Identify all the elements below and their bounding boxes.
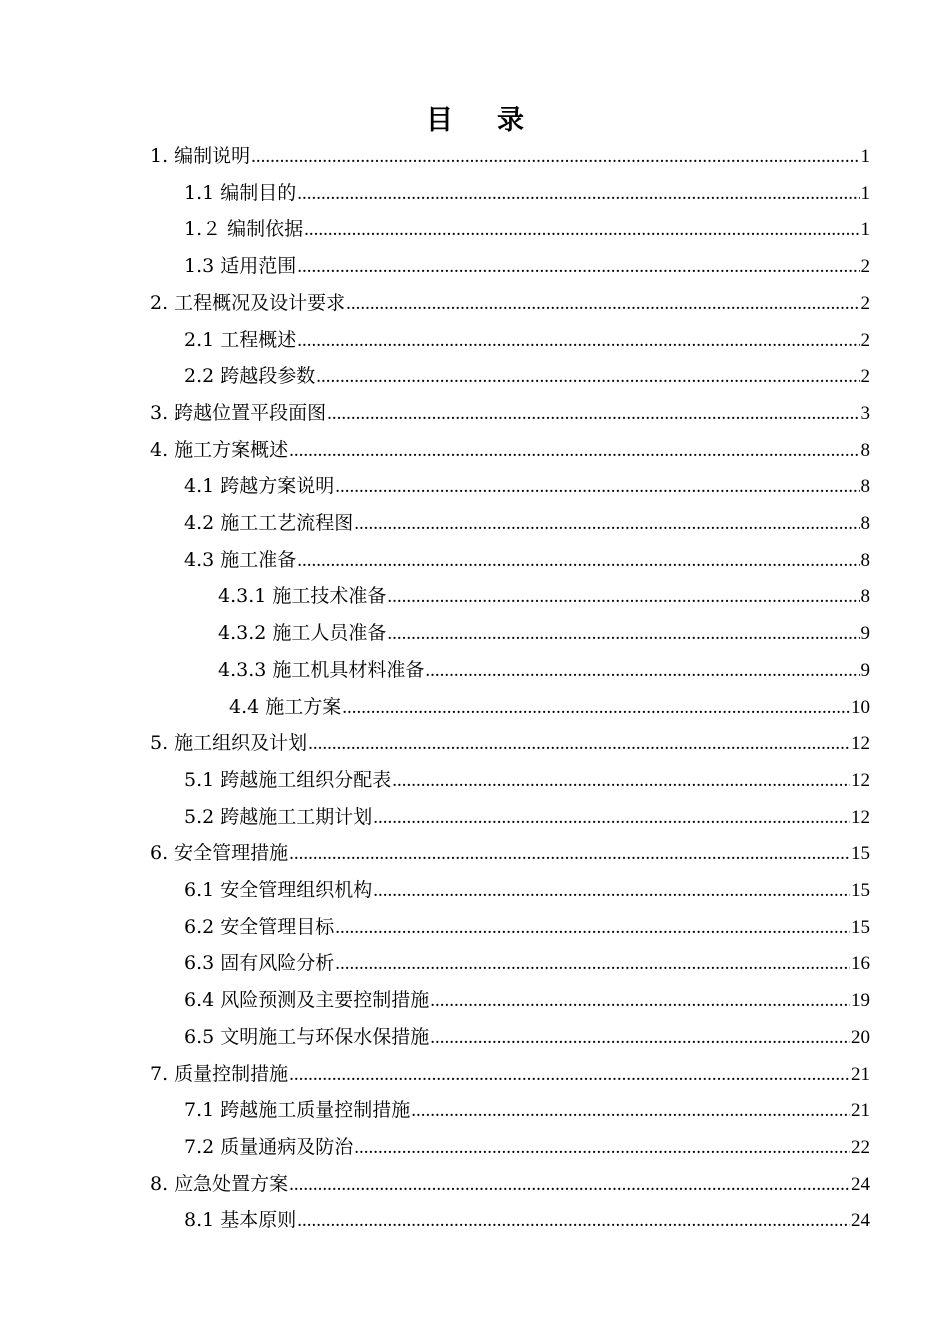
toc-entry-label: 1.1 编制目的 — [184, 181, 297, 204]
toc-dot-leader — [425, 653, 859, 689]
toc-title — [0, 98, 950, 137]
toc-entry-label: 2. 工程概况及设计要求 — [150, 291, 346, 314]
toc-entry-page-number: 9 — [860, 623, 870, 645]
toc-dot-leader — [430, 1020, 850, 1056]
toc-dot-leader — [251, 139, 859, 175]
toc-entry-page-number: 19 — [851, 990, 870, 1012]
toc-entry-label: 1.２ 编制依据 — [184, 218, 304, 241]
toc-dot-leader — [346, 286, 859, 322]
toc-entry-label: 1.3 适用范围 — [184, 255, 297, 278]
toc-entry[interactable] — [184, 468, 870, 504]
toc-entry-label: 3. 跨越位置平段面图 — [150, 401, 327, 424]
toc-dot-leader — [430, 983, 850, 1019]
toc-dot-leader — [289, 1167, 850, 1203]
toc-entry-page-number: 16 — [851, 953, 870, 975]
toc-entry-page-number: 15 — [851, 916, 870, 938]
toc-entry-label: 6.4 风险预测及主要控制措施 — [184, 989, 430, 1012]
toc-entry-page-number: 21 — [851, 1100, 870, 1122]
toc-entry-label: 1. 编制说明 — [150, 145, 251, 167]
toc-dot-leader — [308, 726, 850, 762]
toc-dot-leader — [297, 543, 859, 579]
toc-dot-leader — [387, 616, 859, 652]
toc-entry-page-number: 12 — [851, 806, 870, 828]
toc-entry-page-number: 10 — [851, 696, 870, 718]
toc-entry[interactable] — [184, 982, 870, 1018]
toc-entry-page-number: 2 — [860, 329, 870, 351]
toc-entry-page-number: 1 — [860, 146, 870, 167]
toc-entry[interactable] — [184, 945, 870, 981]
toc-dot-leader — [316, 359, 859, 395]
toc-entry-label: 4.3.1 施工技术准备 — [218, 585, 387, 608]
toc-entry-page-number: 9 — [860, 659, 870, 681]
toc-entry-label: 2.2 跨越段参数 — [184, 365, 316, 388]
toc-dot-leader — [354, 1130, 850, 1166]
toc-entry-page-number: 2 — [860, 256, 870, 278]
toc-dot-leader — [297, 176, 859, 212]
toc-title-char-2: 录 — [497, 105, 524, 136]
toc-entry-page-number: 22 — [851, 1136, 870, 1158]
toc-dot-leader — [327, 396, 859, 432]
toc-entry-label: 4.2 施工工艺流程图 — [184, 512, 354, 534]
toc-entry[interactable] — [218, 652, 870, 688]
toc-entry[interactable] — [184, 358, 870, 394]
toc-entry-label: 5.1 跨越施工组织分配表 — [184, 768, 392, 791]
toc-dot-leader — [335, 946, 850, 982]
toc-entry[interactable] — [184, 909, 870, 945]
toc-entry-page-number: 12 — [851, 733, 870, 755]
toc-entry[interactable] — [150, 395, 870, 431]
toc-entry-label: 4.3 施工准备 — [184, 548, 297, 571]
toc-dot-leader — [342, 690, 850, 726]
toc-entry[interactable] — [184, 248, 870, 284]
toc-dot-leader — [335, 469, 859, 505]
toc-entry[interactable] — [150, 1166, 870, 1202]
toc-entry-page-number: 1 — [860, 182, 870, 204]
toc-entry[interactable] — [184, 1019, 870, 1055]
toc-entry[interactable] — [184, 211, 870, 247]
toc-entry-label: 7.1 跨越施工质量控制措施 — [184, 1099, 411, 1122]
toc-dot-leader — [297, 1203, 850, 1239]
toc-entry-page-number: 8 — [860, 476, 870, 498]
toc-entry-label: 6.1 安全管理组织机构 — [184, 879, 373, 901]
toc-entry-page-number: 8 — [860, 549, 870, 571]
toc-dot-leader — [297, 323, 859, 359]
toc-entry-page-number: 2 — [860, 292, 870, 314]
toc-entry-page-number: 2 — [860, 366, 870, 388]
toc-entry-label: 6.3 固有风险分析 — [184, 952, 335, 975]
toc-entry-label: 8.1 基本原则 — [184, 1209, 297, 1232]
toc-entry[interactable] — [184, 1092, 870, 1128]
toc-entry[interactable] — [229, 689, 870, 725]
toc-entry-page-number: 20 — [851, 1026, 870, 1048]
toc-dot-leader — [297, 249, 859, 285]
toc-entry-page-number: 8 — [860, 439, 870, 461]
toc-entry[interactable] — [184, 175, 870, 211]
toc-entry-label: 4.1 跨越方案说明 — [184, 475, 335, 498]
toc-entry-label: 4.3.2 施工人员准备 — [218, 622, 387, 645]
toc-dot-leader — [373, 800, 850, 836]
toc-entry[interactable] — [184, 542, 870, 578]
toc-entry-page-number: 24 — [851, 1173, 870, 1195]
toc-entry-page-number: 3 — [860, 402, 870, 424]
toc-entry-label: 4. 施工方案概述 — [150, 438, 289, 461]
toc-entry[interactable] — [184, 505, 870, 541]
toc-entry-label: 6.2 安全管理目标 — [184, 915, 335, 938]
toc-entry-page-number: 1 — [860, 219, 870, 241]
toc-entry-page-number: 8 — [860, 586, 870, 608]
toc-dot-leader — [289, 1057, 850, 1093]
toc-dot-leader — [411, 1093, 850, 1129]
toc-entry-label: 8. 应急处置方案 — [150, 1172, 289, 1195]
toc-entry-label: 5.2 跨越施工工期计划 — [184, 805, 373, 828]
toc-entry[interactable] — [218, 615, 870, 651]
toc-entry[interactable] — [184, 799, 870, 835]
toc-dot-leader — [304, 212, 859, 248]
toc-entry-label: 4.3.3 施工机具材料准备 — [218, 658, 425, 681]
toc-entry[interactable] — [184, 762, 870, 798]
toc-entry[interactable] — [184, 1202, 870, 1238]
toc-dot-leader — [335, 910, 850, 946]
toc-entry-page-number: 15 — [851, 843, 870, 865]
toc-entry-label: 2.1 工程概述 — [184, 328, 297, 351]
toc-entry-label: 4.4 施工方案 — [229, 695, 342, 718]
toc-dot-leader — [387, 579, 859, 615]
toc-title-char-1: 目 — [426, 105, 453, 136]
toc-entry-label: 7.2 质量通病及防治 — [184, 1135, 354, 1158]
toc-dot-leader — [289, 836, 850, 872]
toc-entry[interactable] — [218, 578, 870, 614]
toc-entry-page-number: 8 — [860, 513, 870, 534]
toc-entry-page-number: 12 — [851, 769, 870, 791]
toc-dot-leader — [289, 433, 859, 469]
toc-entry[interactable] — [150, 1056, 870, 1092]
toc-entry-label: 6. 安全管理措施 — [150, 842, 289, 865]
toc-entry[interactable] — [150, 138, 870, 174]
toc-entry-label: 6.5 文明施工与环保水保措施 — [184, 1025, 430, 1048]
toc-dot-leader — [373, 873, 850, 909]
toc-entry[interactable] — [150, 725, 870, 761]
toc-entry-page-number: 15 — [851, 880, 870, 901]
toc-dot-leader — [392, 763, 850, 799]
toc-entry-page-number: 24 — [851, 1210, 870, 1232]
toc-entry[interactable] — [184, 322, 870, 358]
toc-entry[interactable] — [184, 872, 870, 908]
toc-entry-label: 7. 质量控制措施 — [150, 1062, 289, 1085]
toc-entry[interactable] — [150, 432, 870, 468]
toc-entry[interactable] — [150, 285, 870, 321]
toc-entry[interactable] — [150, 835, 870, 871]
toc-entry-label: 5. 施工组织及计划 — [150, 732, 308, 755]
toc-dot-leader — [354, 506, 859, 542]
toc-entry-page-number: 21 — [851, 1063, 870, 1085]
toc-entry[interactable] — [184, 1129, 870, 1165]
